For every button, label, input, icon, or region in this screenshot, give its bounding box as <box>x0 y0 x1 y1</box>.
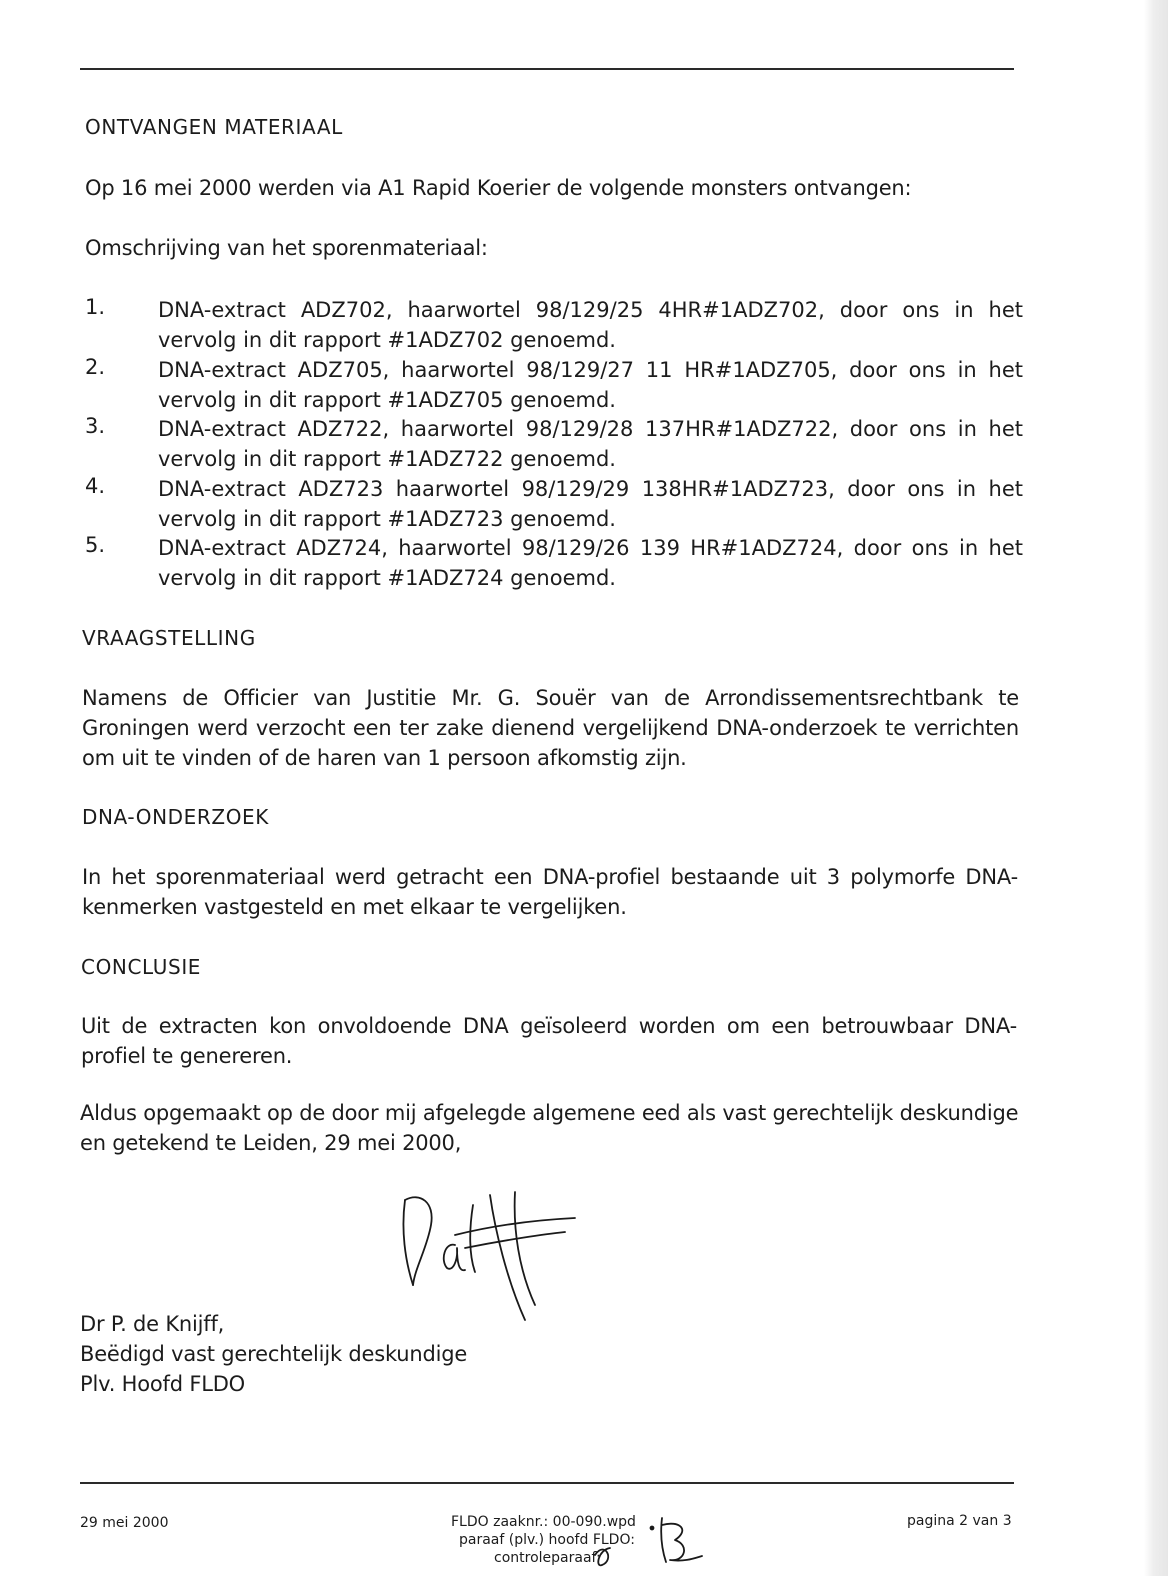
footer-case-number: FLDO zaaknr.: 00-090.wpd <box>451 1514 636 1530</box>
paragraph-line: Aldus opgemaakt op de door mij afgelegde algemene eed als vast gerechtelijk deskundige <box>80 1101 1019 1125</box>
footer-date: 29 mei 2000 <box>80 1515 169 1531</box>
paragraph-line: Groningen werd verzocht een ter zake dienend vergelijkend DNA-onderzoek te verrichten <box>82 716 1019 740</box>
list-item <box>85 533 1023 593</box>
heading-dna-onderzoek: DNA-ONDERZOEK <box>82 805 270 829</box>
list-item <box>85 414 1023 474</box>
paragraph-line: Namens de Officier van Justitie Mr. G. Souër van de Arrondissementsrechtbank te <box>82 686 1019 710</box>
signatory-title: Beëdigd vast gerechtelijk deskundige <box>80 1342 468 1366</box>
list-item-number: 3. <box>85 414 106 438</box>
paragraph-line: kenmerken vastgesteld en met elkaar te vergelijken. <box>82 895 627 919</box>
paragraph-line: Uit de extracten kon onvoldoende DNA geïsoleerd worden om een betrouwbaar DNA- <box>81 1014 1017 1038</box>
closing-paragraph <box>80 1098 1018 1158</box>
list-item-line: vervolg in dit rapport #1ADZ723 genoemd. <box>158 506 616 531</box>
footer-controleparaaf: controleparaaf: <box>494 1550 601 1566</box>
list-item-line: vervolg in dit rapport #1ADZ702 genoemd. <box>158 328 616 352</box>
signatory-role: Plv. Hoofd FLDO <box>80 1372 246 1396</box>
heading-vraagstelling: VRAAGSTELLING <box>82 626 256 650</box>
intro-text: Op 16 mei 2000 werden via A1 Rapid Koerier de volgende monsters ontvangen: <box>85 176 912 200</box>
list-item <box>85 295 1023 355</box>
list-item <box>85 355 1023 415</box>
footer-paraaf: paraaf (plv.) hoofd FLDO: <box>459 1532 635 1548</box>
sample-list <box>85 295 1023 593</box>
top-divider <box>80 68 1014 70</box>
list-item-number: 5. <box>85 533 106 557</box>
paragraph-line: profiel te genereren. <box>81 1044 293 1068</box>
vraagstelling-paragraph <box>82 683 1019 773</box>
list-item-line: vervolg in dit rapport #1ADZ724 genoemd. <box>158 566 616 590</box>
heading-conclusie: CONCLUSIE <box>81 955 202 979</box>
initials-scribble <box>590 1510 710 1570</box>
list-item <box>85 474 1023 534</box>
heading-ontvangen-materiaal: ONTVANGEN MATERIAAL <box>85 115 343 139</box>
subheading-sporenmateriaal: Omschrijving van het sporenmateriaal: <box>85 236 488 260</box>
list-item-line: DNA-extract ADZ724, haarwortel 98/129/26 139 HR#1ADZ724, door ons in het <box>158 536 1023 560</box>
signatory-name: Dr P. de Knijff, <box>80 1312 225 1336</box>
list-item-line: DNA-extract ADZ722, haarwortel 98/129/28 137HR#1ADZ722, door ons in het <box>158 417 1023 441</box>
list-item-line: vervolg in dit rapport #1ADZ722 genoemd. <box>158 447 616 471</box>
list-item-number: 1. <box>85 295 106 319</box>
onderzoek-paragraph <box>82 862 1018 922</box>
list-item-line: DNA-extract ADZ723 haarwortel 98/129/29 138HR#1ADZ723, door ons in het <box>158 476 1023 501</box>
list-item-line: DNA-extract ADZ705, haarwortel 98/129/27 11 HR#1ADZ705, door ons in het <box>158 357 1023 382</box>
paragraph-line: In het sporenmateriaal werd getracht een DNA-profiel bestaande uit 3 polymorfe DNA- <box>82 865 1018 889</box>
list-item-number: 4. <box>85 473 106 498</box>
handwritten-signature <box>395 1190 585 1325</box>
conclusie-paragraph <box>81 1011 1017 1071</box>
footer-page-number: pagina 2 van 3 <box>907 1513 1012 1529</box>
paragraph-line: om uit te vinden of de haren van 1 persoon afkomstig zijn. <box>82 746 687 770</box>
scan-edge-shadow <box>1144 0 1168 1576</box>
list-item-number: 2. <box>85 354 106 379</box>
list-item-line: DNA-extract ADZ702, haarwortel 98/129/25 4HR#1ADZ702, door ons in het <box>158 298 1023 322</box>
list-item-line: vervolg in dit rapport #1ADZ705 genoemd. <box>158 387 616 412</box>
paragraph-line: en getekend te Leiden, 29 mei 2000, <box>80 1131 462 1155</box>
bottom-divider <box>80 1482 1014 1484</box>
